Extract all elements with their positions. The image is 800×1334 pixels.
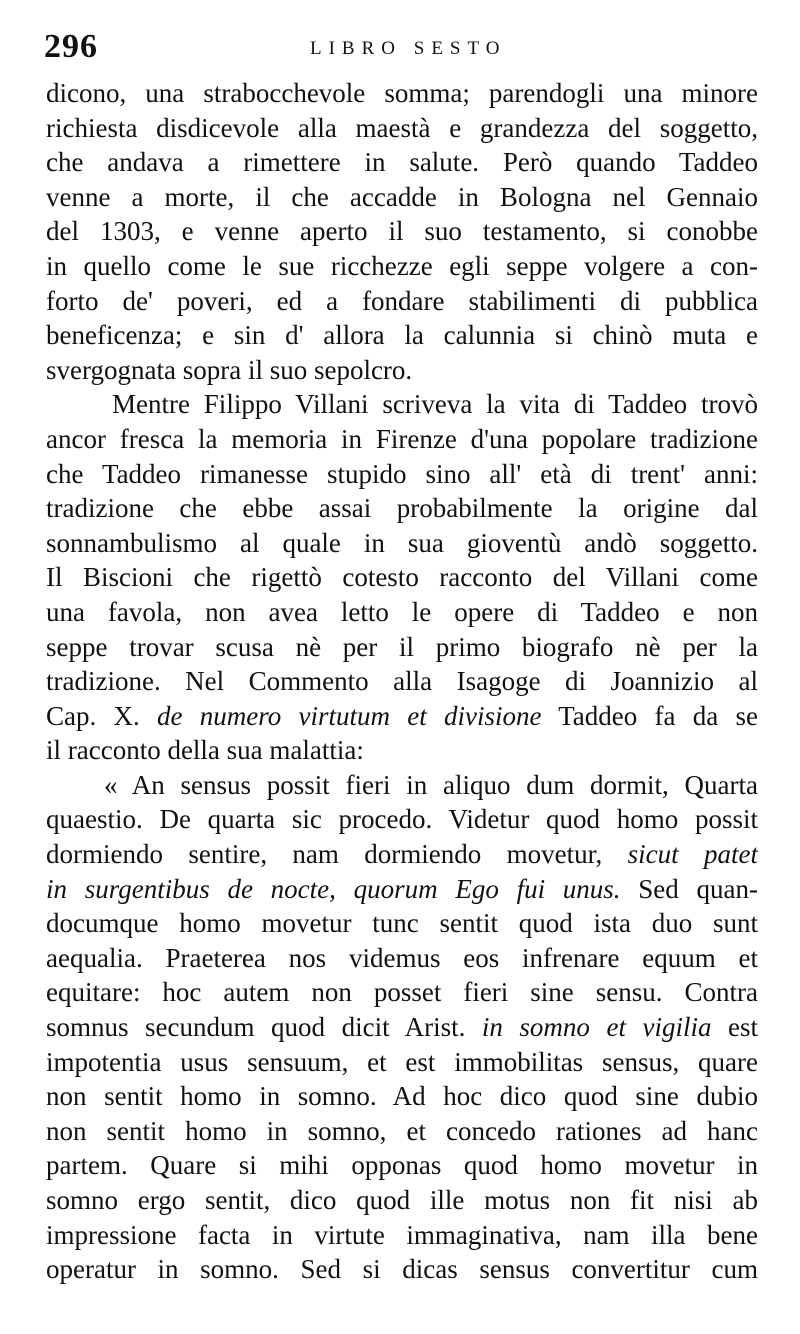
text-line: una favola, non avea letto le opere di Taddeo e non [46,596,758,627]
text-segment: somnus secundum quod dicit Arist. [46,1012,482,1043]
text-line: ancor fresca la memoria in Firenze d'una popolare tradizione [46,423,758,454]
text-segment: Cap. X. [46,700,157,731]
page-number: 296 [44,28,98,65]
text-line: aequalia. Praeterea nos videmus eos infrenare equum et [46,942,758,973]
body-text [46,76,758,1287]
text-segment: Sed quan- [620,873,758,904]
text-line: Il Biscioni che rigettò cotesto racconto del Villani come [46,562,758,593]
text-line: impotentia usus sensuum, et est immobilitas sensus, quare [46,1046,758,1077]
text-line: non sentit homo in somno. Ad hoc dico quod sine dubio [46,1081,758,1112]
italic-segment: de numero virtutum et divisione [157,700,542,731]
text-line: richiesta disdicevole alla maestà e grandezza del soggetto, [46,112,758,143]
text-line: sonnambulismo al quale in sua gioventù andò soggetto. [46,527,758,558]
text-line: tradizione che ebbe assai probabilmente la origine dal [46,493,758,524]
text-line [46,872,758,907]
text-line: del 1303, e venne aperto il suo testamento, si conobbe [46,216,758,247]
text-line: tradizione. Nel Commento alla Isagoge di Joannizio al [46,666,758,697]
italic-segment: in surgentibus de nocte, quorum Ego fui unus. [46,873,621,904]
page-header [38,28,758,68]
text-line: in quello come le sue ricchezze egli seppe volgere a con- [46,250,758,281]
italic-segment: in somno et vigilia [481,1012,712,1043]
text-line: svergognata sopra il suo sepolcro. [46,354,413,385]
text-line: operatur in somno. Sed si dicas sensus convertitur cum [46,1254,758,1285]
text-segment: Taddeo fa da se [541,700,758,731]
text-segment: est [711,1012,758,1043]
text-line: Mentre Filippo Villani scriveva la vita di Taddeo trovò [112,389,758,420]
running-head: LIBRO SESTO [310,38,507,59]
text-line: non sentit homo in somno, et concedo rationes ad hanc [46,1115,758,1146]
text-line: venne a morte, il che accadde in Bologna nel Gennaio [46,181,758,212]
text-line: equitare: hoc autem non posset fieri sine sensu. Contra [46,977,758,1008]
italic-segment: sicut patet [627,839,758,870]
text-line: forto de' poveri, ed a fondare stabilimenti di pubblica [46,285,758,316]
text-line [46,699,758,734]
text-line: il racconto della sua malattia: [46,735,364,766]
text-line: dicono, una strabocchevole somma; parendogli una minore [46,78,758,108]
text-line: che Taddeo rimanesse stupido sino all' età di trent' anni: [46,458,758,489]
text-line: « An sensus possit fieri in aliquo dum dormit, Quarta [104,769,758,800]
text-line: che andava a rimettere in salute. Però quando Taddeo [46,147,758,178]
text-line: impressione facta in virtute immaginativa, nam illa bene [46,1219,758,1250]
text-line [46,1010,758,1045]
text-line: seppe trovar scusa nè per il primo biografo nè per la [46,631,758,662]
text-line: quaestio. De quarta sic procedo. Videtur quod homo possit [46,804,758,835]
text-line: beneficenza; e sin d' allora la calunnia si chinò muta e [46,320,758,351]
text-line: somno ergo sentit, dico quod ille motus non fit nisi ab [46,1185,758,1215]
text-line [46,837,758,872]
text-line: partem. Quare si mihi opponas quod homo movetur in [46,1150,758,1181]
text-segment: dormiendo sentire, nam dormiendo movetur, [46,839,628,870]
text-line: documque homo movetur tunc sentit quod ista duo sunt [46,908,758,939]
